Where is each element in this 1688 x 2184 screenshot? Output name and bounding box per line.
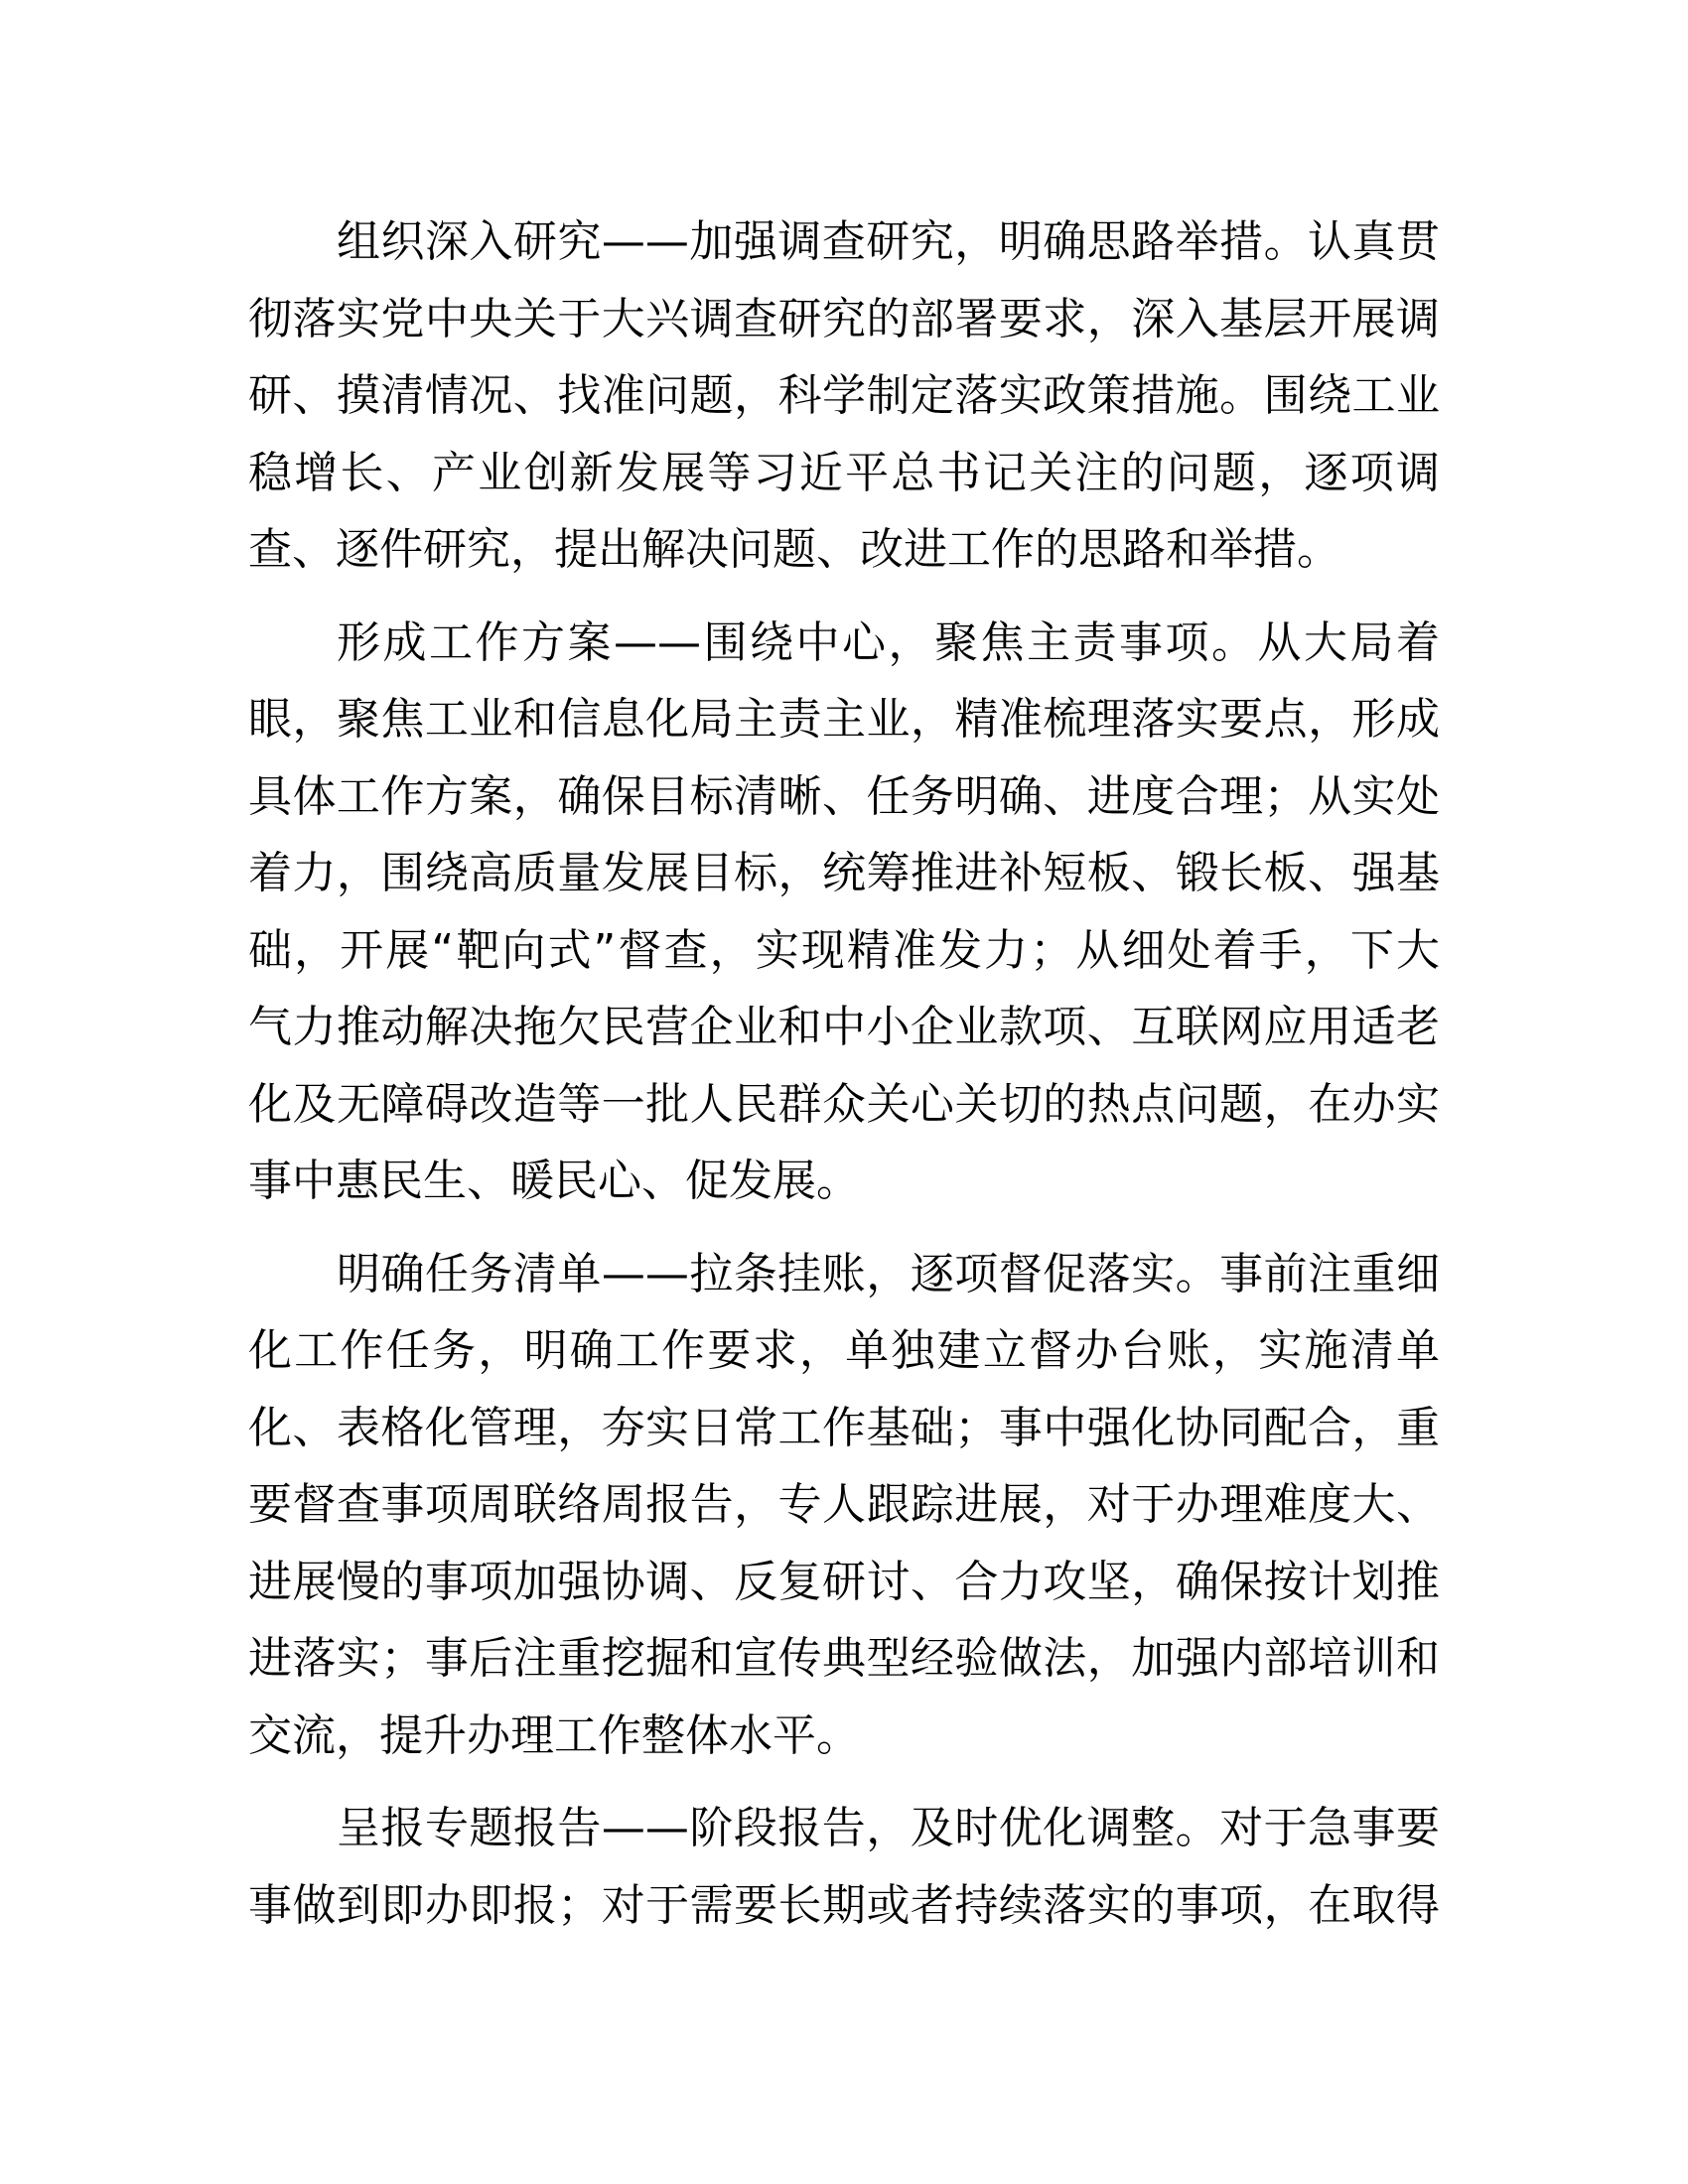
paragraph-line: 进落实；事后注重挖掘和宣传典型经验做法，加强内部培训和 [248,1633,1440,1684]
paragraph-line: 彻落实党中央关于大兴调查研究的部署要求，深入基层开展调 [248,293,1440,344]
paragraph-line: 具体工作方案，确保目标清晰、任务明确、进度合理；从实处 [248,770,1440,822]
paragraph-line: 组织深入研究——加强调查研究，明确思路举措。认真贯 [337,216,1440,267]
paragraph-work-plan [248,605,1440,1220]
paragraph-line: 呈报专题报告——阶段报告，及时优化调整。对于急事要 [337,1803,1440,1853]
paragraph-line: 明确任务清单——拉条挂账，逐项督促落实。事前注重细 [337,1248,1440,1299]
paragraph-line: 气力推动解决拖欠民营企业和中小企业款项、互联网应用适老 [248,1002,1440,1052]
paragraph-special-report [248,1790,1440,1944]
paragraph-line: 化、表格化管理，夯实日常工作基础；事中强化协同配合，重 [248,1402,1440,1453]
document-body [248,204,1440,1960]
paragraph-organize-research [248,204,1440,589]
paragraph-line: 研、摸清情况、找准问题，科学制定落实政策措施。围绕工业 [248,370,1440,421]
paragraph-line: 事中惠民生、暖民心、促发展。 [248,1156,860,1206]
paragraph-task-list [248,1236,1440,1775]
paragraph-line: 查、逐件研究，提出解决问题、改进工作的思路和举措。 [248,524,1340,575]
paragraph-line: 化及无障碍改造等一批人民群众关心关切的热点问题，在办实 [248,1078,1440,1130]
paragraph-line: 础，开展“靶向式”督查，实现精准发力；从细处着手，下大 [248,924,1440,976]
paragraph-line: 交流，提升办理工作整体水平。 [248,1709,860,1761]
paragraph-line: 稳增长、产业创新发展等习近平总书记关注的问题，逐项调 [248,447,1440,498]
paragraph-line: 眼，聚焦工业和信息化局主责主业，精准梳理落实要点，形成 [248,694,1440,745]
paragraph-line: 事做到即办即报；对于需要长期或者持续落实的事项，在取得 [248,1879,1440,1931]
paragraph-line: 着力，围绕高质量发展目标，统筹推进补短板、锻长板、强基 [248,848,1440,898]
paragraph-line: 要督查事项周联络周报告，专人跟踪进展，对于办理难度大、 [248,1479,1440,1530]
paragraph-line: 进展慢的事项加强协调、反复研讨、合力攻坚，确保按计划推 [248,1556,1440,1607]
paragraph-line: 化工作任务，明确工作要求，单独建立督办台账，实施清单 [248,1325,1440,1376]
paragraph-line: 形成工作方案——围绕中心，聚焦主责事项。从大局着 [337,616,1440,668]
